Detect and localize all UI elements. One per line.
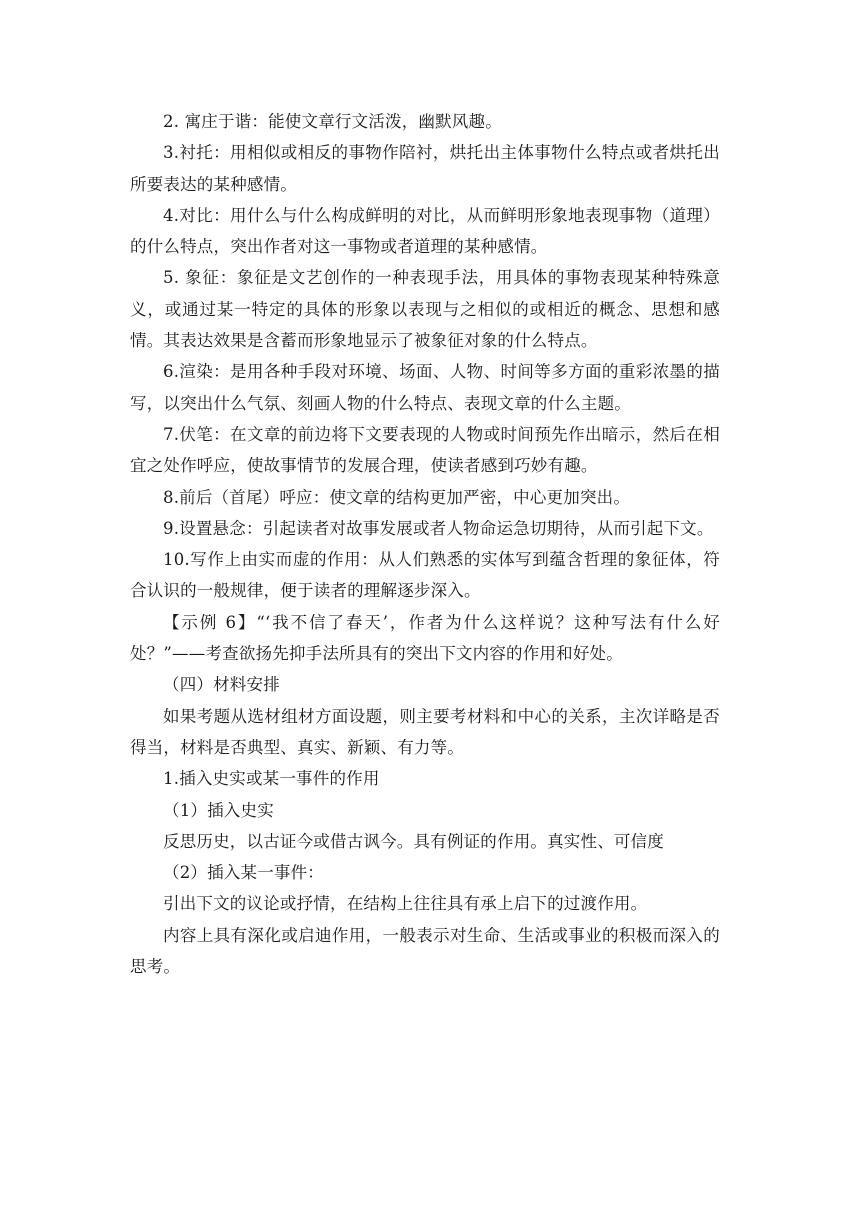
example-6-paragraph: 【示例 6】“‘我不信了春天’，作者为什么这样说？这种写法有什么好处？”——考查欲扬先抑手法所具有的突出下文内容的作用和好处。: [130, 612, 720, 664]
section-heading-material-arrangement: （四）材料安排: [163, 675, 280, 695]
subheading-insert-history-event: 1.插入史实或某一事件的作用: [163, 769, 380, 789]
event-content-paragraph: 内容上具有深化或启迪作用，一般表示对生命、生活或事业的积极而深入的思考。: [130, 925, 720, 977]
paragraph-item-3: 3.衬托：用相似或相反的事物作陪衬，烘托出主体事物什么特点或者烘托出所要表达的某种感情。: [130, 143, 720, 194]
history-effect-paragraph: 反思历史，以古证今或借古讽今。具有例证的作用。真实性、可信度: [163, 831, 664, 851]
event-structure-paragraph: 引出下文的议论或抒情，在结构上往往具有承上启下的过渡作用。: [163, 894, 648, 914]
subheading-insert-history: （1）插入史实: [163, 800, 274, 820]
paragraph-item-2: 2. 寓庄于谐：能使文章行文活泼，幽默风趣。: [163, 112, 502, 131]
paragraph-item-5: 5. 象征：象征是文艺创作的一种表现手法，用具体的事物表现某种特殊意义，或通过某一特定的具体的形象以表现与之相似的或相近的概念、思想和感情。其表达效果是含蓄而形象地显示了被象征对象的什么特点。: [130, 268, 720, 351]
document-body: [130, 106, 720, 982]
paragraph-item-10: 10.写作上由实而虚的作用：从人们熟悉的实体写到蕴含哲理的象征体，符合认识的一般规律，便于读者的理解逐步深入。: [130, 550, 720, 601]
subheading-insert-event: （2）插入某一事件：: [163, 863, 324, 883]
paragraph-item-8: 8.前后（首尾）呼应：使文章的结构更加严密，中心更加突出。: [163, 487, 631, 507]
paragraph-item-4: 4.对比：用什么与什么构成鲜明的对比，从而鲜明形象地表现事物（道理）的什么特点，突出作者对这一事物或者道理的某种感情。: [130, 205, 720, 257]
paragraph-item-7: 7.伏笔：在文章的前边将下文要表现的人物或时间预先作出暗示，然后在相宜之处作呼应，使故事情节的发展合理，使读者感到巧妙有趣。: [130, 424, 720, 476]
paragraph-item-9: 9.设置悬念：引起读者对故事发展或者人物命运急切期待，从而引起下文。: [163, 518, 714, 538]
paragraph-item-6: 6.渲染：是用各种手段对环境、场面、人物、时间等多方面的重彩浓墨的描写，以突出什么气氛、刻画人物的什么特点、表现文章的什么主题。: [130, 362, 720, 413]
material-intro-paragraph: 如果考题从选材组材方面设题，则主要考材料和中心的关系，主次详略是否得当，材料是否典型、真实、新颖、有力等。: [130, 706, 720, 757]
